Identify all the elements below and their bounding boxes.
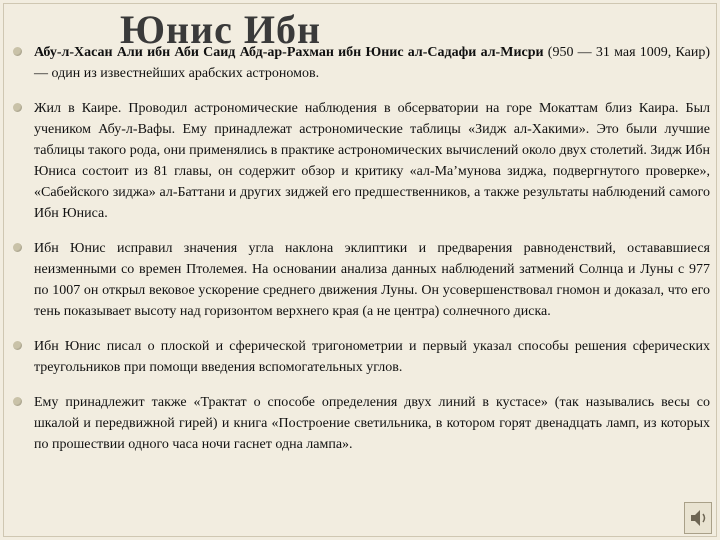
circle-bullet-icon: [13, 103, 22, 112]
paragraph-text: Жил в Каире. Проводил астрономические наблюдения в обсерватории на горе Мокаттам близ Каира. Был учеником Абу-л-Вафы. Ему принадлежат астрономические таблицы «Зидж ал-Хакими». Это были лучшие таблицы такого рода, они применялись в практике астрономических вычислений около двух столетий. Зидж Ибн Юниса состоит из 81 главы, он содержит обзор и критику «ал-Ма’мунова зиджа, подвергнутого проверке», «Сабейского зиджа» ал-Баттани и других зиджей его предшественников, а также результаты наблюдений самого Ибн Юниса.: [34, 101, 710, 221]
speaker-icon-glyph: [685, 503, 711, 533]
bullet-list: [10, 42, 710, 469]
paragraph-text: Ибн Юнис исправил значения угла наклона эклиптики и предварения равноденствий, остававшиеся неизменными со времен Птолемея. На основании анализа данных наблюдений затмений Солнца и Луны с 977 по 1007 он открыл вековое ускорение среднего движения Луны. Он усовершенствовал гномон и доказал, что его тень показывает высоту над горизонтом верхнего края (а не центра) солнечного диска.: [34, 241, 710, 319]
paragraph-text: Ему принадлежит также «Трактат о способе определения двух линий в кустасе» (так назывались весы со шкалой и передвижной гирей) и книга «Построение светильника, в котором горят двенадцать ламп, из которых по прошествии одного часа ночи гаснет одна лампа».: [34, 395, 710, 452]
list-item: [10, 42, 710, 84]
circle-bullet-icon: [13, 243, 22, 252]
speaker-icon[interactable]: [684, 502, 712, 534]
paragraph-text: Ибн Юнис писал о плоской и сферической тригонометрии и первый указал способы решения сферических треугольников при помощи введения вспомогательных углов.: [34, 339, 710, 375]
circle-bullet-icon: [13, 397, 22, 406]
list-item: [10, 98, 710, 224]
circle-bullet-icon: [13, 47, 22, 56]
list-item: [10, 238, 710, 322]
person-full-name: Абу-л-Хасан Али ибн Аби Саид Абд-ар-Рахман ибн Юнис ал-Садафи ал-Мисри: [34, 45, 544, 60]
slide-title: Юнис Ибн: [120, 7, 322, 52]
circle-bullet-icon: [13, 341, 22, 350]
list-item: [10, 392, 710, 455]
paragraph-text: (950 — 31 мая 1009, Каир) — один из известнейших арабских астрономов.: [34, 45, 710, 81]
list-item: [10, 336, 710, 378]
